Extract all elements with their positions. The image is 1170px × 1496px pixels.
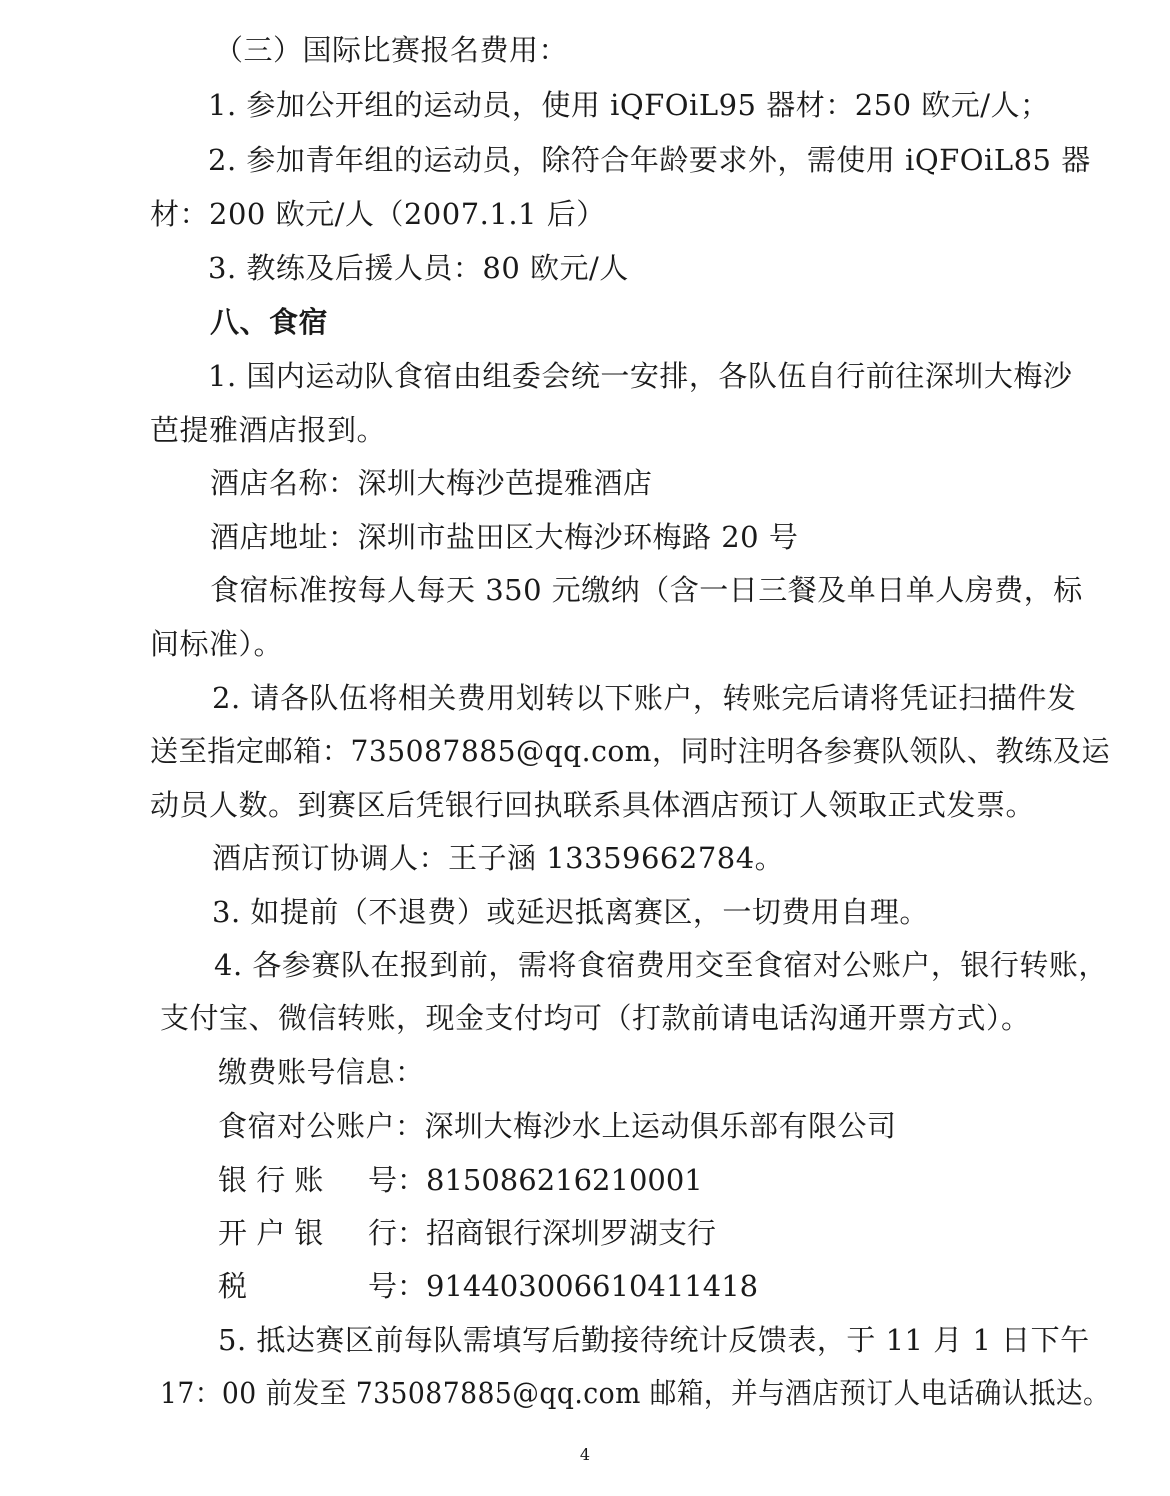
paragraph-line: 1. 参加公开组的运动员，使用 iQFOiL95 器材：250 欧元/人； bbox=[208, 88, 1050, 122]
account-row-value: 914403006610411418 bbox=[426, 1269, 759, 1303]
paragraph-line: 4. 各参赛队在报到前，需将食宿费用交至食宿对公账户，银行转账， bbox=[214, 948, 1108, 982]
account-row-value: 815086216210001 bbox=[426, 1163, 703, 1197]
section-heading-international-fee: （三）国际比赛报名费用： bbox=[214, 33, 569, 67]
hotel-name: 酒店名称：深圳大梅沙芭提雅酒店 bbox=[210, 466, 653, 500]
paragraph-line: 17：00 前发至 735087885@qq.com 邮箱，并与酒店预订人电话确认抵达。 bbox=[160, 1376, 1111, 1410]
account-name: 食宿对公账户：深圳大梅沙水上运动俱乐部有限公司 bbox=[218, 1109, 897, 1143]
paragraph-line: 食宿标准按每人每天 350 元缴纳（含一日三餐及单日单人房费，标 bbox=[210, 573, 1083, 607]
hotel-address: 酒店地址：深圳市盐田区大梅沙环梅路 20 号 bbox=[210, 520, 799, 554]
paragraph-line: 2. 请各队伍将相关费用划转以下账户，转账完后请将凭证扫描件发 bbox=[212, 681, 1077, 715]
account-row-sep: 行： bbox=[368, 1216, 427, 1250]
page-number: 4 bbox=[579, 1445, 591, 1464]
section-heading-food-lodging: 八、食宿 bbox=[210, 305, 329, 339]
paragraph-line: 动员人数。到赛区后凭银行回执联系具体酒店预订人领取正式发票。 bbox=[150, 788, 1036, 822]
account-row-value: 招商银行深圳罗湖支行 bbox=[426, 1216, 717, 1250]
account-row-sep: 号： bbox=[368, 1163, 427, 1197]
paragraph-line: 支付宝、微信转账，现金支付均可（打款前请电话沟通开票方式）。 bbox=[160, 1001, 1031, 1035]
paragraph-line: 5. 抵达赛区前每队需填写后勤接待统计反馈表，于 11 月 1 日下午 bbox=[218, 1323, 1090, 1357]
account-row-sep: 号： bbox=[368, 1269, 427, 1303]
paragraph-line: 2. 参加青年组的运动员，除符合年龄要求外，需使用 iQFOiL85 器 bbox=[208, 143, 1091, 177]
account-row-label: 银 行 账 bbox=[218, 1163, 324, 1197]
booking-contact: 酒店预订协调人：王子涵 13359662784。 bbox=[212, 841, 785, 875]
account-row-label: 开 户 银 bbox=[218, 1216, 324, 1250]
paragraph-line: 3. 如提前（不退费）或延迟抵离赛区，一切费用自理。 bbox=[212, 895, 929, 929]
paragraph-line: 芭提雅酒店报到。 bbox=[150, 413, 387, 447]
paragraph-line: 1. 国内运动队食宿由组委会统一安排，各队伍自行前往深圳大梅沙 bbox=[208, 359, 1073, 393]
paragraph-line: 送至指定邮箱：735087885@qq.com，同时注明各参赛队领队、教练及运 bbox=[150, 734, 1111, 768]
paragraph-line: 间标准）。 bbox=[150, 627, 284, 661]
payment-info-heading: 缴费账号信息： bbox=[218, 1055, 425, 1089]
paragraph-line: 3. 教练及后援人员：80 欧元/人 bbox=[208, 251, 629, 285]
account-row-label: 税 bbox=[218, 1269, 248, 1303]
paragraph-line: 材：200 欧元/人（2007.1.1 后） bbox=[150, 197, 606, 231]
